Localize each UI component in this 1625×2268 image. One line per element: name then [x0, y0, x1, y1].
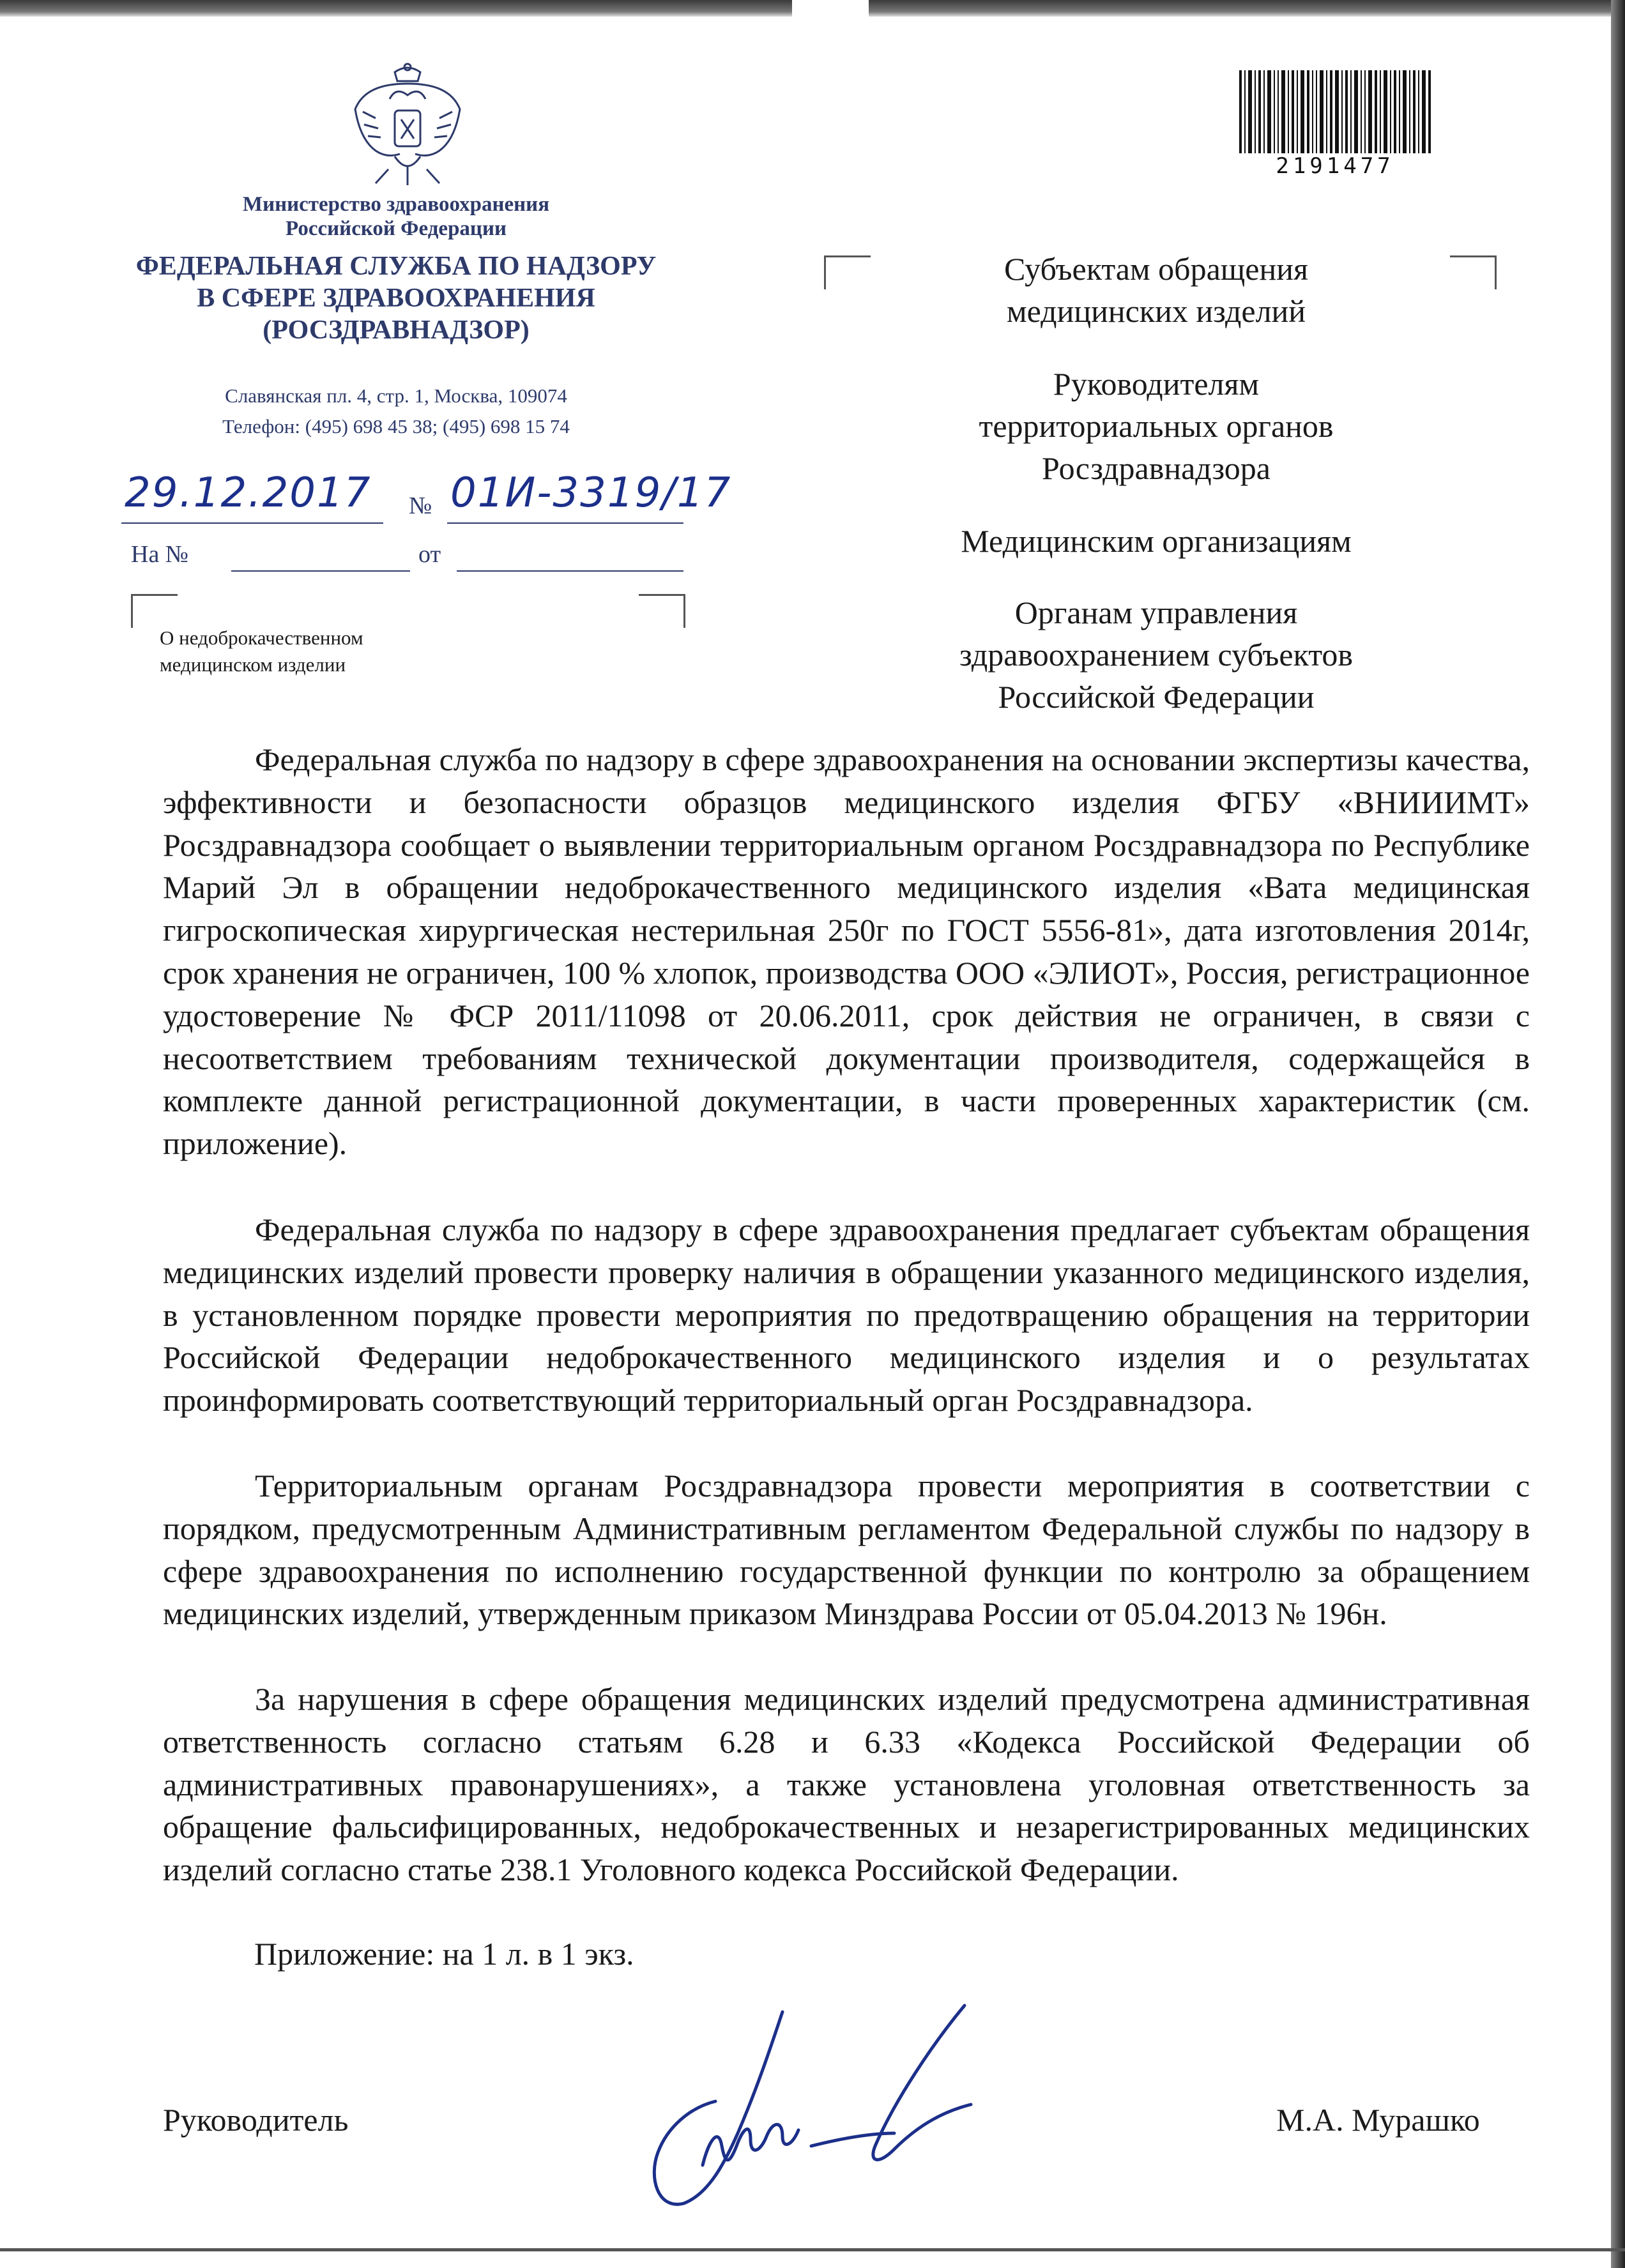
phone: Телефон: (495) 698 45 38; (495) 698 15 74 — [222, 415, 570, 438]
ministry-line2: Российской Федерации — [286, 217, 507, 240]
in-reply-label: На № — [131, 541, 189, 568]
subject-line1: О недоброкачественном — [160, 627, 363, 649]
recipient-4-line3: Российской Федерации — [998, 679, 1315, 715]
scan-top-gap — [792, 0, 869, 17]
number-underline — [447, 522, 683, 524]
body-paragraph-1: Федеральная служба по надзору в сфере здравоохранения на основании экспертизы качества, эффективности и безопасности образцов медицинского изделия ФГБУ «ВНИИИМТ» Росздравнадзора сообщает о выявлении территориальным органом Росздравнадзора по Республике Марий Эл в обращении недоброкачественного медицинского изделия «Вата медицинская гигроскопическая хирургическая нестерильная 250г по ГОСТ 5556-81», дата изготовления 2014г, срок хранения не ограничен, 100 % хлопок, производства ООО «ЭЛИОТ», Россия, регистрационное удостоверение № ФСР 2011/11098 от 20.06.2011, срок действия не ограничен, в связи с несоответствием требованиям технической документации производителя, содержащейся в комплекте данной регистрационной документации, в части проверенных характеристик (см. приложение). — [163, 742, 1530, 1162]
service-line1: ФЕДЕРАЛЬНАЯ СЛУЖБА ПО НАДЗОРУ — [135, 252, 657, 281]
subject-line2: медицинском изделии — [160, 653, 346, 676]
from-label: от — [418, 541, 441, 568]
service-line3: (РОСЗДРАВНАДЗОР) — [263, 316, 530, 345]
signatory-name: М.А. Мурашко — [1276, 2102, 1480, 2138]
number-sign: № — [409, 492, 432, 519]
coat-of-arms-icon — [350, 61, 465, 188]
signatory-title: Руководитель — [163, 2102, 349, 2138]
body-paragraph-3: Территориальным органам Росздравнадзора провести мероприятия в соответствии с порядком, предусмотренным Административным регламентом Федеральной службы по надзору в сфере здравоохранения по исполнению государственной функции по контролю за обращением медицинских изделий, утвержденным приказом Минздрава России от 05.04.2013 № 196н. — [163, 1468, 1530, 1632]
scan-bottom-edge — [0, 2248, 1625, 2251]
recipient-4-line2: здравоохранением субъектов — [959, 637, 1354, 673]
subject-bracket-left — [131, 594, 178, 628]
body-paragraph-2: Федеральная служба по надзору в сфере здравоохранения предлагает субъектам обращения медицинских изделий провести проверку наличия в обращении указанного медицинского изделия, в установленном порядке провести мероприятия по предотвращению обращения на территории Российской Федерации недоброкачественного медицинского изделия и о результатах проинформировать соответствующий территориальный орган Росздравнадзора. — [163, 1212, 1530, 1419]
in-reply-underline — [231, 570, 410, 572]
recipient-3-line1: Медицинским организациям — [961, 523, 1352, 559]
address: Славянская пл. 4, стр. 1, Москва, 109074 — [225, 384, 567, 407]
body-paragraph-4: За нарушения в сфере обращения медицинских изделий предусмотрена административная ответственность согласно статьям 6.28 и 6.33 «Кодекса Российской Федерации об административных правонарушениях», а также установлена уголовная ответственность за обращение фальсифицированных, недоброкачественных и незарегистрированных медицинских изделий согласно статье 238.1 Уголовного кодекса Российской Федерации. — [163, 1681, 1530, 1888]
recipient-2-line1: Руководителям — [1053, 366, 1260, 402]
recipient-2-line2: территориальных органов — [979, 408, 1334, 444]
attachment-note: Приложение: на 1 л. в 1 экз. — [254, 1936, 634, 1972]
scan-right-edge — [1611, 0, 1625, 2268]
barcode — [1239, 70, 1431, 153]
subject-bracket-right — [639, 594, 685, 628]
from-underline — [457, 570, 683, 572]
recipient-2-line3: Росздравнадзора — [1042, 450, 1270, 486]
outgoing-date: 29.12.2017 — [125, 469, 372, 517]
service-line2: В СФЕРЕ ЗДРАВООХРАНЕНИЯ — [197, 284, 595, 313]
recipient-bracket-right — [1450, 255, 1497, 289]
handwritten-signature — [632, 1993, 990, 2223]
barcode-number: 2191477 — [1276, 153, 1394, 179]
recipient-bracket-left — [824, 255, 871, 289]
ministry-line1: Министерство здравоохранения — [242, 193, 550, 216]
recipient-1-line2: медицинских изделий — [1006, 293, 1306, 329]
recipient-4-line1: Органам управления — [1014, 595, 1298, 630]
subject — [160, 625, 543, 678]
recipient-1-line1: Субъектам обращения — [1004, 251, 1308, 287]
date-underline — [121, 522, 383, 524]
outgoing-number: 01И-3319/17 — [450, 469, 732, 517]
